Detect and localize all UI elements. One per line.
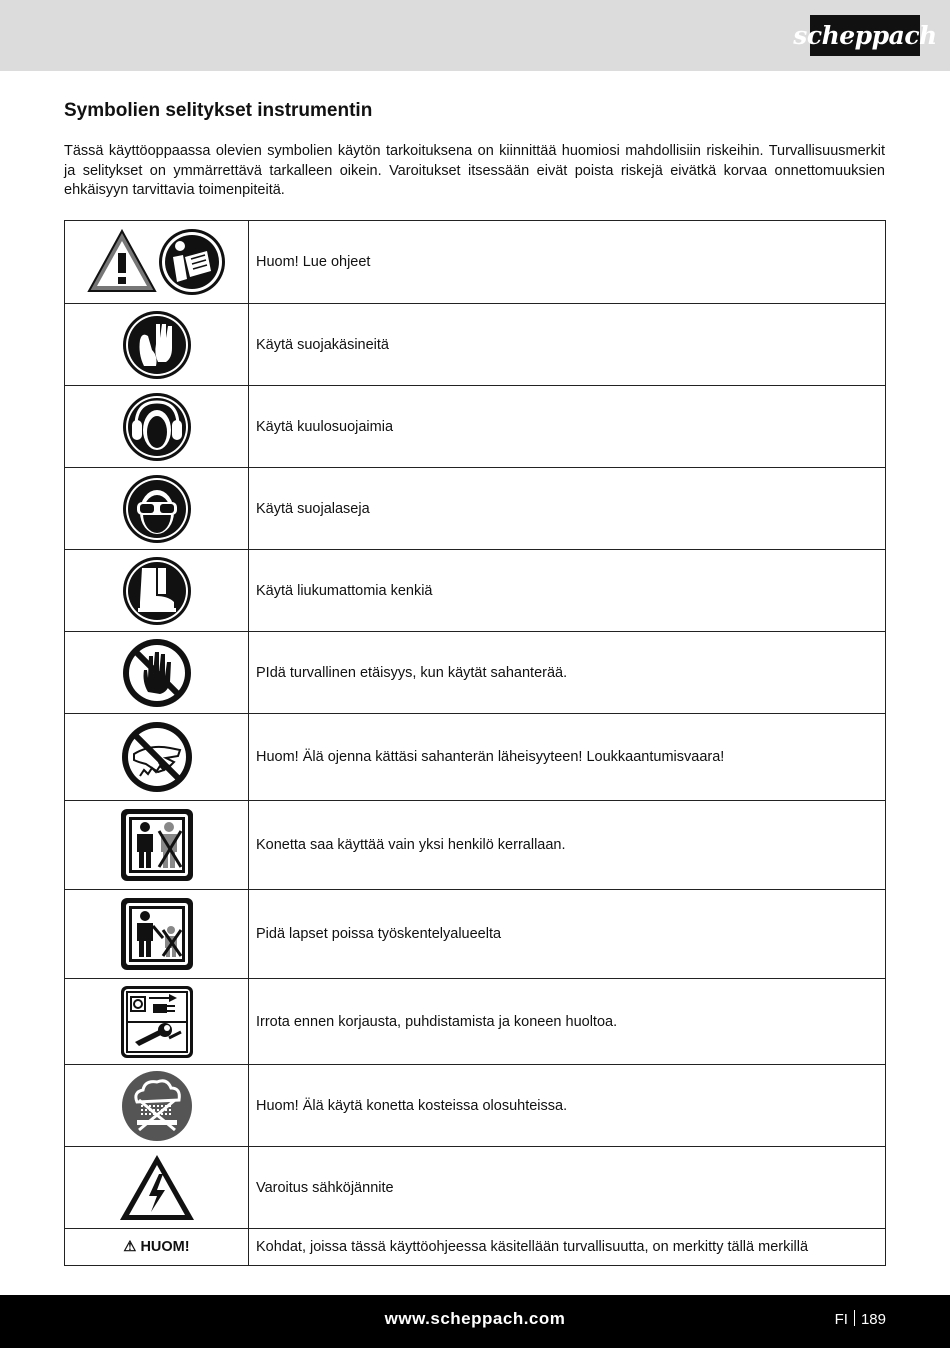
safety-goggles-icon [122, 474, 192, 544]
table-row [65, 1065, 886, 1147]
row-text: Käytä suojalaseja [249, 468, 886, 550]
scheppach-logo: scheppach [810, 15, 920, 56]
page-footer [0, 1295, 950, 1348]
table-row [65, 304, 886, 386]
table-row [65, 1147, 886, 1229]
table-row [65, 221, 886, 304]
table-row [65, 890, 886, 979]
table-row [65, 714, 886, 801]
one-person-only-icon [119, 807, 195, 883]
page-number-value: 189 [860, 1311, 886, 1328]
row-text: Pidä lapset poissa työskentelyalueelta [249, 890, 886, 979]
unplug-before-service-icon [119, 984, 195, 1060]
huom-label: ⚠ HUOM! [65, 1229, 249, 1266]
table-row [65, 550, 886, 632]
language-code: FI [834, 1311, 848, 1328]
table-row [65, 632, 886, 714]
page-number [835, 1310, 886, 1328]
row-text: Huom! Älä käytä konetta kosteissa olosuhteissa. [249, 1065, 886, 1147]
row-text: Käytä kuulosuojaimia [249, 386, 886, 468]
table-row [65, 1229, 886, 1266]
no-reach-blade-icon [120, 720, 194, 794]
row-text: Varoitus sähköjännite [249, 1147, 886, 1229]
row-text: Irrota ennen korjausta, puhdistamista ja koneen huoltoa. [249, 979, 886, 1065]
row-text: Kohdat, joissa tässä käyttöohjeessa käsitellään turvallisuutta, on merkitty tällä merkillä [249, 1229, 886, 1266]
ear-protection-icon [122, 392, 192, 462]
row-text: Käytä liukumattomia kenkiä [249, 550, 886, 632]
page-header [0, 0, 950, 71]
table-row [65, 386, 886, 468]
table-row [65, 468, 886, 550]
no-children-icon [119, 896, 195, 972]
table-row [65, 801, 886, 890]
row-text: Huom! Lue ohjeet [249, 221, 886, 304]
no-hand-icon [122, 638, 192, 708]
intro-paragraph: Tässä käyttöoppaassa olevien symbolien käytön tarkoituksena on kiinnittää huomiosi mahdollisiin riskeihin. Turvallisuusmerkit ja selitykset on ymmärrettävä tarkalleen oikein. Varoitukset itsessään eivät poista riskejä eivätkä korvaa onnettomuuksien ehkäisyyn tarvittavia toimenpiteitä. [64, 143, 885, 198]
row-text: Huom! Älä ojenna kättäsi sahanterän läheisyyteen! Loukkaantumisvaara! [249, 714, 886, 801]
row-text: PIdä turvallinen etäisyys, kun käytät sahanterää. [249, 632, 886, 714]
row-text: Käytä suojakäsineitä [249, 304, 886, 386]
warning-read-manual-icon [87, 227, 227, 297]
table-row [65, 979, 886, 1065]
symbols-table [64, 220, 886, 1266]
gloves-icon [122, 310, 192, 380]
divider [854, 1310, 855, 1326]
high-voltage-icon [117, 1152, 197, 1224]
safety-boots-icon [122, 556, 192, 626]
no-wet-conditions-icon [121, 1070, 193, 1142]
row-text: Konetta saa käyttää vain yksi henkilö kerrallaan. [249, 801, 886, 890]
page-title: Symbolien selitykset instrumentin [64, 100, 373, 121]
footer-url[interactable]: www.scheppach.com [384, 1309, 566, 1328]
